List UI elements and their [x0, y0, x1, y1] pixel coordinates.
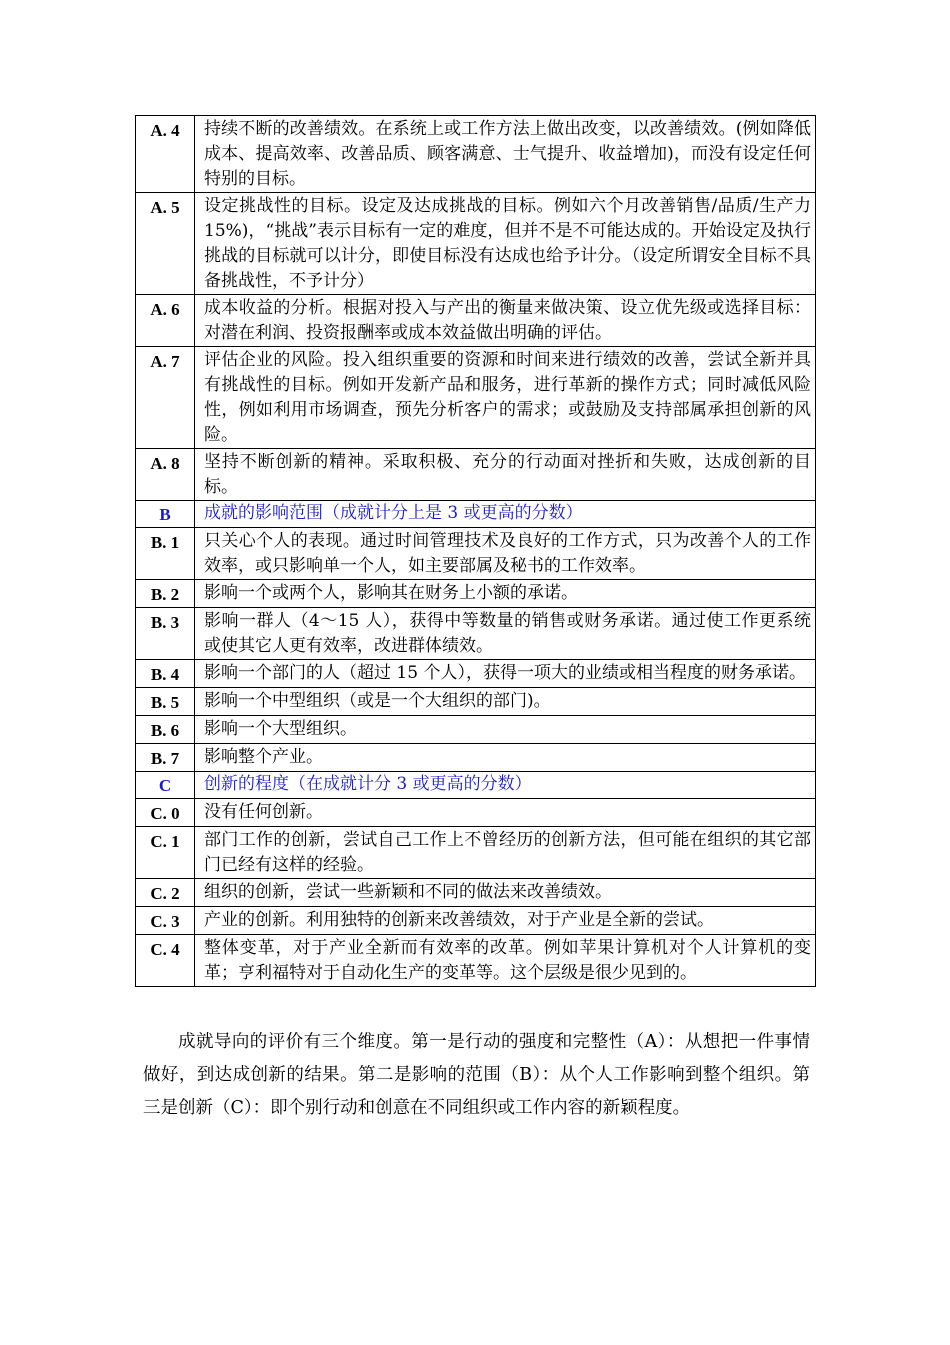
level-description: 评估企业的风险。投入组织重要的资源和时间来进行绩效的改善，尝试全新并具有挑战性的目标。例如开发新产品和服务，进行革新的操作方式；同时减低风险性，例如利用市场调查，预先分析客户的需求；或鼓励及支持部属承担创新的风险。 [195, 347, 816, 449]
level-code: B. 4 [136, 660, 195, 688]
table-row [136, 716, 816, 744]
level-description: 成就的影响范围（成就计分上是 3 或更高的分数） [195, 501, 816, 528]
level-description: 只关心个人的表现。通过时间管理技术及良好的工作方式，只为改善个人的工作效率，或只影响单一个人，如主要部属及秘书的工作效率。 [195, 528, 816, 580]
table-row [136, 907, 816, 935]
achievement-grading-table [135, 115, 816, 987]
section-row [136, 501, 816, 528]
level-description: 部门工作的创新，尝试自己工作上不曾经历的创新方法，但可能在组织的其它部门已经有这样的经验。 [195, 827, 816, 879]
level-code: B. 2 [136, 580, 195, 608]
level-code: A. 6 [136, 295, 195, 347]
level-code: C. 3 [136, 907, 195, 935]
table-row [136, 827, 816, 879]
table-row [136, 799, 816, 827]
level-code: A. 4 [136, 116, 195, 193]
level-description: 影响整个产业。 [195, 744, 816, 772]
level-code: C. 4 [136, 935, 195, 987]
level-code: B. 1 [136, 528, 195, 580]
level-code: C. 1 [136, 827, 195, 879]
level-description: 影响一群人（4～15 人），获得中等数量的销售或财务承诺。通过使工作更系统或使其它人更有效率，改进群体绩效。 [195, 608, 816, 660]
level-description: 组织的创新，尝试一些新颖和不同的做法来改善绩效。 [195, 879, 816, 907]
level-description: 坚持不断创新的精神。采取积极、充分的行动面对挫折和失败，达成创新的目标。 [195, 449, 816, 501]
section-row [136, 772, 816, 799]
level-description: 影响一个部门的人（超过 15 个人），获得一项大的业绩或相当程度的财务承诺。 [195, 660, 816, 688]
table-row [136, 528, 816, 580]
table-row [136, 879, 816, 907]
level-code: C [136, 772, 195, 799]
level-code: B. 7 [136, 744, 195, 772]
table-row [136, 116, 816, 193]
level-code: B. 3 [136, 608, 195, 660]
table-row [136, 347, 816, 449]
level-description: 创新的程度（在成就计分 3 或更高的分数） [195, 772, 816, 799]
level-description: 设定挑战性的目标。设定及达成挑战的目标。例如六个月改善销售/品质/生产力 15%)，“挑战”表示目标有一定的难度，但并不是不可能达成的。开始设定及执行挑战的目标就可以计分，即使目标没有达成也给予计分。（设定所谓安全目标不具备挑战性，不予计分） [195, 193, 816, 295]
table-row [136, 935, 816, 987]
table-row [136, 688, 816, 716]
table-row [136, 295, 816, 347]
level-code: B [136, 501, 195, 528]
table-body [136, 116, 816, 987]
level-description: 影响一个中型组织（或是一个大组织的部门)。 [195, 688, 816, 716]
level-code: A. 7 [136, 347, 195, 449]
table-row [136, 193, 816, 295]
table-row [136, 449, 816, 501]
level-description: 成本收益的分析。根据对投入与产出的衡量来做决策、设立优先级或选择目标：对潜在利润、投资报酬率或成本效益做出明确的评估。 [195, 295, 816, 347]
table-row [136, 744, 816, 772]
level-code: C. 2 [136, 879, 195, 907]
level-description: 影响一个或两个人，影响其在财务上小额的承诺。 [195, 580, 816, 608]
table-row [136, 580, 816, 608]
summary-paragraph: 成就导向的评价有三个维度。第一是行动的强度和完整性（A）：从想把一件事情做好，到达成创新的结果。第二是影响的范围（B）：从个人工作影响到整个组织。第三是创新（C）：即个别行动和创意在不同组织或工作内容的新颖程度。 [143, 1032, 810, 1118]
table-row [136, 660, 816, 688]
level-code: B. 6 [136, 716, 195, 744]
level-description: 产业的创新。利用独特的创新来改善绩效，对于产业是全新的尝试。 [195, 907, 816, 935]
level-description: 持续不断的改善绩效。在系统上或工作方法上做出改变，以改善绩效。(例如降低成本、提高效率、改善品质、顾客满意、士气提升、收益增加)，而没有设定任何特别的目标。 [195, 116, 816, 193]
level-code: B. 5 [136, 688, 195, 716]
level-description: 影响一个大型组织。 [195, 716, 816, 744]
level-description: 没有任何创新。 [195, 799, 816, 827]
level-description: 整体变革，对于产业全新而有效率的改革。例如苹果计算机对个人计算机的变革；亨利福特对于自动化生产的变革等。这个层级是很少见到的。 [195, 935, 816, 987]
table-row [136, 608, 816, 660]
level-code: A. 8 [136, 449, 195, 501]
level-code: A. 5 [136, 193, 195, 295]
level-code: C. 0 [136, 799, 195, 827]
